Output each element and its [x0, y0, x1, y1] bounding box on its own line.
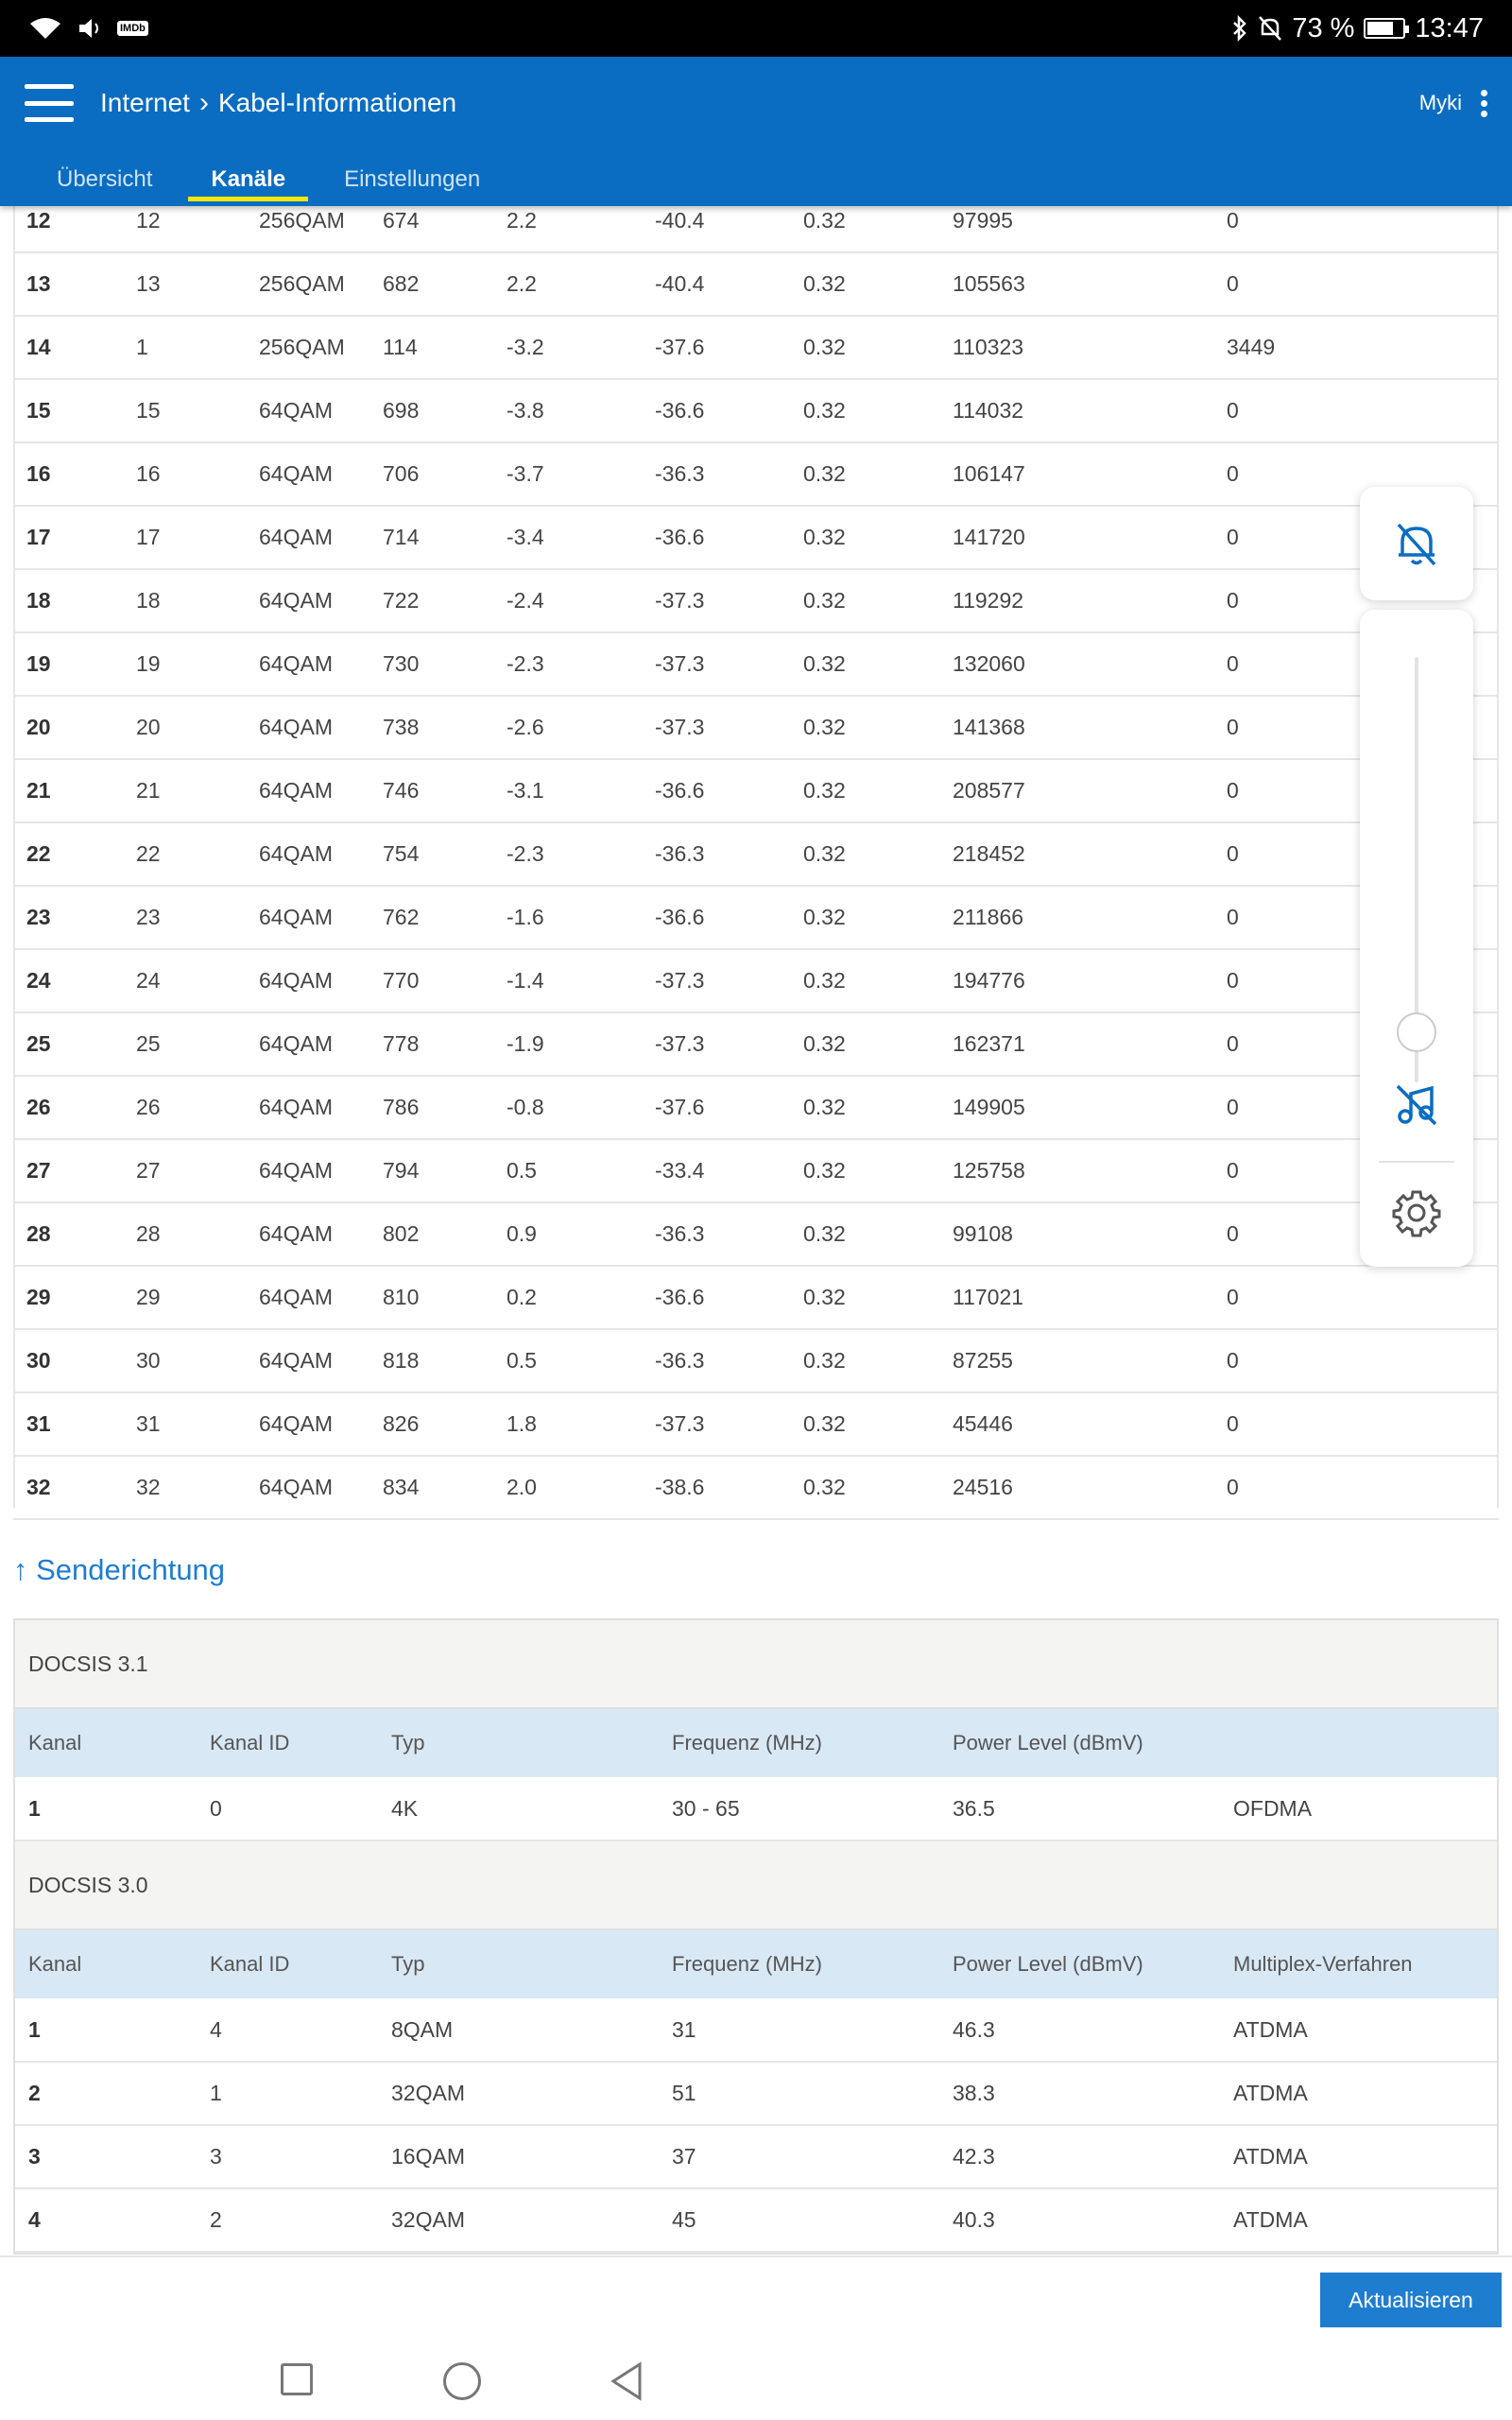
column-header [1220, 1709, 1497, 1777]
table-cell: 0.32 [803, 1266, 953, 1329]
volume-divider [1379, 1161, 1454, 1163]
table-cell: 256QAM [259, 252, 383, 316]
table-cell: 38.3 [939, 2062, 1220, 2125]
table-cell: 12 [13, 189, 136, 252]
table-cell: 64QAM [259, 822, 383, 886]
gear-icon[interactable] [1392, 1188, 1441, 1237]
table-cell: 64QAM [259, 1076, 383, 1139]
table-cell: -2.6 [507, 696, 655, 759]
table-cell: OFDMA [1220, 1777, 1497, 1841]
battery-percent: 73 % [1292, 12, 1355, 43]
table-row [13, 1076, 1499, 1139]
table-cell: 0.32 [803, 759, 953, 822]
tab-einstellungen[interactable]: Einstellungen [344, 166, 481, 192]
table-cell: 51 [659, 2062, 939, 2125]
tab-uebersicht[interactable]: Übersicht [57, 166, 153, 192]
system-nav-bar [0, 2335, 1512, 2420]
table-cell: 32 [13, 1456, 136, 1519]
table-cell: 114032 [953, 379, 1227, 442]
table-cell: -36.6 [655, 1266, 803, 1329]
table-cell: 826 [383, 1392, 507, 1456]
table-cell: 2 [15, 2062, 197, 2125]
table-cell: 706 [383, 442, 507, 506]
table-cell: 13 [136, 252, 259, 316]
table-cell: 31 [659, 1998, 939, 2062]
table-cell: 0 [1227, 1266, 1499, 1329]
table-cell: -37.3 [655, 696, 803, 759]
table-cell: 17 [136, 506, 259, 569]
table-cell: 0.2 [507, 1266, 655, 1329]
table-cell: 0.32 [803, 442, 953, 506]
table-cell: -1.4 [507, 949, 655, 1012]
table-cell: 211866 [953, 886, 1227, 949]
table-cell: 18 [13, 569, 136, 632]
column-header: Power Level (dBmV) [939, 1930, 1220, 1998]
table-cell: 24 [136, 949, 259, 1012]
table-row [13, 949, 1499, 1012]
table-cell: 114 [383, 316, 507, 379]
table-cell: 3 [15, 2125, 197, 2188]
status-bar [0, 0, 1512, 57]
table-cell: -2.4 [507, 569, 655, 632]
table-cell: 64QAM [259, 759, 383, 822]
table-cell: 141720 [953, 506, 1227, 569]
table-cell: 0.5 [507, 1139, 655, 1202]
table-cell: 2.0 [507, 1456, 655, 1519]
table-cell: 810 [383, 1266, 507, 1329]
table-cell: -37.3 [655, 569, 803, 632]
table-cell: -37.3 [655, 949, 803, 1012]
table-row [13, 1012, 1499, 1076]
menu-icon[interactable] [25, 84, 74, 122]
table-cell: 786 [383, 1076, 507, 1139]
table-cell: 0 [1227, 252, 1499, 316]
table-cell: -1.9 [507, 1012, 655, 1076]
table-cell: 32QAM [378, 2188, 659, 2252]
more-options-icon[interactable] [1481, 90, 1487, 117]
table-cell: 64QAM [259, 632, 383, 696]
bell-off-icon [1393, 519, 1440, 568]
table-cell: 26 [136, 1076, 259, 1139]
table-cell: 0 [1227, 1012, 1499, 1076]
table-cell: 0.32 [803, 696, 953, 759]
table-cell: -2.3 [507, 632, 655, 696]
table-cell: 0.32 [803, 1202, 953, 1266]
back-icon[interactable] [610, 2360, 644, 2402]
table-row [13, 1139, 1499, 1202]
table-cell: 17 [13, 506, 136, 569]
table-row [15, 1998, 1497, 2062]
table-cell: 0.32 [803, 949, 953, 1012]
table-cell: 30 [136, 1329, 259, 1392]
table-cell: -3.7 [507, 442, 655, 506]
table-cell: 31 [136, 1392, 259, 1456]
table-cell: 64QAM [259, 569, 383, 632]
table-cell: 132060 [953, 632, 1227, 696]
table-cell: 30 [13, 1329, 136, 1392]
battery-icon [1364, 18, 1405, 39]
table-cell: 28 [136, 1202, 259, 1266]
table-cell: 64QAM [259, 1392, 383, 1456]
table-cell: 24516 [953, 1456, 1227, 1519]
table-cell: -36.6 [655, 759, 803, 822]
table-cell: 802 [383, 1202, 507, 1266]
table-cell: 0 [1227, 442, 1499, 506]
table-cell: 162371 [953, 1012, 1227, 1076]
table-row [15, 2125, 1497, 2188]
column-header: Kanal [15, 1930, 197, 1998]
app-bar [0, 57, 1512, 206]
table-cell: -3.4 [507, 506, 655, 569]
table-cell: 730 [383, 632, 507, 696]
table-cell: 36.5 [939, 1777, 1220, 1841]
table-cell: 13 [13, 252, 136, 316]
column-header: Frequenz (MHz) [659, 1930, 939, 1998]
table-row [13, 1392, 1499, 1456]
volume-icon [77, 17, 102, 40]
table-cell: 29 [136, 1266, 259, 1329]
table-cell: 15 [136, 379, 259, 442]
table-cell: 682 [383, 252, 507, 316]
bluetooth-icon [1231, 15, 1248, 42]
table-cell: 27 [13, 1139, 136, 1202]
table-cell: 0 [1227, 632, 1499, 696]
table-cell: 0.32 [803, 569, 953, 632]
table-cell: 0 [1227, 822, 1499, 886]
table-cell: 0.32 [803, 252, 953, 316]
table-cell: 0.32 [803, 632, 953, 696]
table-row [15, 2062, 1497, 2125]
column-header: Power Level (dBmV) [939, 1709, 1220, 1777]
table-cell: 23 [136, 886, 259, 949]
table-cell: 117021 [953, 1266, 1227, 1329]
table-cell: 64QAM [259, 506, 383, 569]
table-cell: 738 [383, 696, 507, 759]
wifi-icon [28, 16, 62, 41]
table-cell: 19 [136, 632, 259, 696]
table-cell: 746 [383, 759, 507, 822]
table-row [13, 886, 1499, 949]
table-cell: 0 [1227, 379, 1499, 442]
table-cell: 1 [15, 1998, 197, 2062]
table-cell: 0.32 [803, 1456, 953, 1519]
music-off-icon[interactable] [1394, 1082, 1439, 1128]
bell-off-icon [1258, 15, 1282, 42]
table-cell: 674 [383, 189, 507, 252]
table-cell: 14 [13, 316, 136, 379]
table-row [13, 442, 1499, 506]
table-cell: 0.32 [803, 1392, 953, 1456]
table-cell: 2.2 [507, 189, 655, 252]
table-cell: ATDMA [1220, 2125, 1497, 2188]
table-cell: -3.2 [507, 316, 655, 379]
column-header: Frequenz (MHz) [659, 1709, 939, 1777]
table-cell: 0 [1227, 759, 1499, 822]
table-cell: 45 [659, 2188, 939, 2252]
upstream-section-title[interactable]: ↑ Senderichtung [13, 1553, 226, 1586]
table-cell: -37.3 [655, 632, 803, 696]
table-cell: 45446 [953, 1392, 1227, 1456]
chevron-right-icon: › [198, 87, 209, 118]
table-row [13, 316, 1499, 379]
table-cell: -2.3 [507, 822, 655, 886]
table-cell: 4 [15, 2188, 197, 2252]
table-cell: 0.32 [803, 189, 953, 252]
table-row [13, 506, 1499, 569]
table-cell: -0.8 [507, 1076, 655, 1139]
upstream-box [13, 1618, 1499, 2255]
table-cell: 3 [197, 2125, 378, 2188]
table-cell: 22 [136, 822, 259, 886]
table-row [13, 759, 1499, 822]
user-menu[interactable] [1419, 90, 1487, 117]
table-row [13, 1456, 1499, 1519]
table-cell: 99108 [953, 1202, 1227, 1266]
table-cell: -37.3 [655, 1012, 803, 1076]
table-cell: 0.32 [803, 1076, 953, 1139]
table-cell: 256QAM [259, 316, 383, 379]
table-cell: 2 [197, 2188, 378, 2252]
table-cell: 64QAM [259, 1012, 383, 1076]
table-cell: 0.32 [803, 886, 953, 949]
table-cell: 25 [13, 1012, 136, 1076]
table-cell: 26 [13, 1076, 136, 1139]
table-cell: 64QAM [259, 1139, 383, 1202]
table-cell: 818 [383, 1329, 507, 1392]
tab-kanaele[interactable]: Kanäle [188, 149, 308, 206]
table-cell: -3.1 [507, 759, 655, 822]
table-cell: 0.32 [803, 1139, 953, 1202]
table-cell: 0.5 [507, 1329, 655, 1392]
table-cell: 770 [383, 949, 507, 1012]
table-cell: 1.8 [507, 1392, 655, 1456]
table-cell: 0 [1227, 189, 1499, 252]
table-cell: 64QAM [259, 1329, 383, 1392]
table-cell: 46.3 [939, 1998, 1220, 2062]
table-cell: 0 [1227, 506, 1499, 569]
table-cell: 87255 [953, 1329, 1227, 1392]
table-cell: 125758 [953, 1139, 1227, 1202]
user-name[interactable]: Myki [1418, 91, 1462, 114]
table-cell: 32 [136, 1456, 259, 1519]
table-cell: 64QAM [259, 379, 383, 442]
table-cell: 0.32 [803, 316, 953, 379]
table-cell: 106147 [953, 442, 1227, 506]
table-cell: 18 [136, 569, 259, 632]
table-cell: 12 [136, 189, 259, 252]
table-cell: 778 [383, 1012, 507, 1076]
table-cell: 16 [136, 442, 259, 506]
table-cell: -36.3 [655, 1202, 803, 1266]
table-cell: 208577 [953, 759, 1227, 822]
table-cell: 0 [197, 1777, 378, 1841]
table-row [13, 1329, 1499, 1392]
table-cell: 218452 [953, 822, 1227, 886]
table-cell: 0 [1227, 696, 1499, 759]
table-cell: -36.3 [655, 442, 803, 506]
docsis31-header: DOCSIS 3.1 [15, 1620, 1497, 1709]
table-cell: 97995 [953, 189, 1227, 252]
table-cell: 29 [13, 1266, 136, 1329]
table-cell: -36.3 [655, 1329, 803, 1392]
table-cell: 110323 [953, 316, 1227, 379]
table-cell: 0.32 [803, 379, 953, 442]
table-cell: -36.6 [655, 379, 803, 442]
table-cell: 714 [383, 506, 507, 569]
table-cell: 64QAM [259, 1456, 383, 1519]
table-cell: 0 [1227, 1329, 1499, 1392]
table-cell: 19 [13, 632, 136, 696]
table-cell: 64QAM [259, 1202, 383, 1266]
table-cell: 722 [383, 569, 507, 632]
table-cell: 24 [13, 949, 136, 1012]
table-cell: 64QAM [259, 949, 383, 1012]
table-cell: 149905 [953, 1076, 1227, 1139]
column-header: Typ [378, 1709, 659, 1777]
table-cell: 4 [197, 1998, 378, 2062]
table-cell: -37.6 [655, 316, 803, 379]
table-cell: 0 [1227, 1456, 1499, 1519]
table-cell: 15 [13, 379, 136, 442]
table-cell: 0.32 [803, 1329, 953, 1392]
table-cell: 20 [13, 696, 136, 759]
table-cell: 0.32 [803, 1012, 953, 1076]
volume-panel [1360, 610, 1473, 1267]
table-cell: 0 [1227, 949, 1499, 1012]
table-cell: 834 [383, 1456, 507, 1519]
table-cell: 20 [136, 696, 259, 759]
table-row [13, 822, 1499, 886]
table-cell: 30 - 65 [659, 1777, 939, 1841]
table-cell: -36.6 [655, 506, 803, 569]
table-cell: -36.6 [655, 886, 803, 949]
tab-bar [0, 149, 1512, 206]
table-cell: 0 [1227, 1202, 1499, 1266]
table-cell: 0.32 [803, 506, 953, 569]
table-cell: 105563 [953, 252, 1227, 316]
table-cell: 0 [1227, 1076, 1499, 1139]
docsis31-table [15, 1709, 1497, 1841]
table-cell: ATDMA [1220, 2062, 1497, 2125]
table-cell: 256QAM [259, 189, 383, 252]
column-header: Kanal ID [197, 1930, 378, 1998]
ringer-mute-button[interactable] [1360, 487, 1473, 600]
table-cell: 0 [1227, 1392, 1499, 1456]
table-row [13, 252, 1499, 316]
table-cell: 28 [13, 1202, 136, 1266]
table-row [13, 632, 1499, 696]
table-row [13, 379, 1499, 442]
table-cell: ATDMA [1220, 1998, 1497, 2062]
table-cell: -37.6 [655, 1076, 803, 1139]
table-cell: 32QAM [378, 2062, 659, 2125]
table-cell: 31 [13, 1392, 136, 1456]
table-cell: 64QAM [259, 696, 383, 759]
column-header: Typ [378, 1930, 659, 1998]
table-cell: 1 [15, 1777, 197, 1841]
table-cell: 64QAM [259, 1266, 383, 1329]
breadcrumb-page: Kabel-Informationen [217, 88, 457, 117]
table-row [13, 1202, 1499, 1266]
table-cell: -40.4 [655, 189, 803, 252]
table-cell: 794 [383, 1139, 507, 1202]
table-cell: 141368 [953, 696, 1227, 759]
table-cell: -40.4 [655, 252, 803, 316]
column-header: Multiplex-Verfahren [1220, 1930, 1497, 1998]
table-cell: 21 [13, 759, 136, 822]
table-cell: 25 [136, 1012, 259, 1076]
table-cell: 21 [136, 759, 259, 822]
table-cell: 754 [383, 822, 507, 886]
table-row [15, 1777, 1497, 1841]
breadcrumb-section[interactable]: Internet [100, 88, 190, 117]
table-cell: 0.32 [803, 822, 953, 886]
table-cell: -38.6 [655, 1456, 803, 1519]
volume-slider-thumb[interactable] [1397, 1012, 1436, 1052]
column-header: Kanal [15, 1709, 197, 1777]
table-cell: 42.3 [939, 2125, 1220, 2188]
table-cell: 0.9 [507, 1202, 655, 1266]
table-cell: 762 [383, 886, 507, 949]
table-cell: -36.3 [655, 822, 803, 886]
table-cell: 16 [13, 442, 136, 506]
table-cell: 0 [1227, 569, 1499, 632]
table-row [13, 569, 1499, 632]
imdb-icon: IMDb [117, 21, 148, 36]
table-cell: ATDMA [1220, 2188, 1497, 2252]
table-cell: 40.3 [939, 2188, 1220, 2252]
table-cell: -37.3 [655, 1392, 803, 1456]
table-row [13, 1266, 1499, 1329]
table-cell: 3449 [1227, 316, 1499, 379]
refresh-button[interactable]: Aktualisieren [1320, 2273, 1502, 2327]
table-cell: 22 [13, 822, 136, 886]
table-cell: 0 [1227, 886, 1499, 949]
table-cell: -1.6 [507, 886, 655, 949]
column-header: Kanal ID [197, 1709, 378, 1777]
table-cell: -3.8 [507, 379, 655, 442]
table-cell: 698 [383, 379, 507, 442]
table-cell: 0 [1227, 1139, 1499, 1202]
clock: 13:47 [1415, 12, 1484, 43]
table-cell: 23 [13, 886, 136, 949]
docsis30-header: DOCSIS 3.0 [15, 1841, 1497, 1930]
table-cell: 8QAM [378, 1998, 659, 2062]
docsis30-table [15, 1930, 1497, 2253]
table-cell: 2.2 [507, 252, 655, 316]
table-cell: 119292 [953, 569, 1227, 632]
table-cell: 37 [659, 2125, 939, 2188]
table-cell: 64QAM [259, 886, 383, 949]
home-icon[interactable] [443, 2362, 481, 2400]
recent-apps-icon[interactable] [281, 2363, 313, 2395]
table-cell: 27 [136, 1139, 259, 1202]
table-row [13, 696, 1499, 759]
table-cell: 194776 [953, 949, 1227, 1012]
breadcrumb [100, 87, 456, 119]
table-cell: 16QAM [378, 2125, 659, 2188]
table-row [15, 2188, 1497, 2252]
table-cell: 64QAM [259, 442, 383, 506]
footer-divider [0, 2256, 1512, 2257]
table-cell: -33.4 [655, 1139, 803, 1202]
table-cell: 1 [197, 2062, 378, 2125]
downstream-table [13, 189, 1499, 1520]
table-cell: 4K [378, 1777, 659, 1841]
table-cell: 1 [136, 316, 259, 379]
